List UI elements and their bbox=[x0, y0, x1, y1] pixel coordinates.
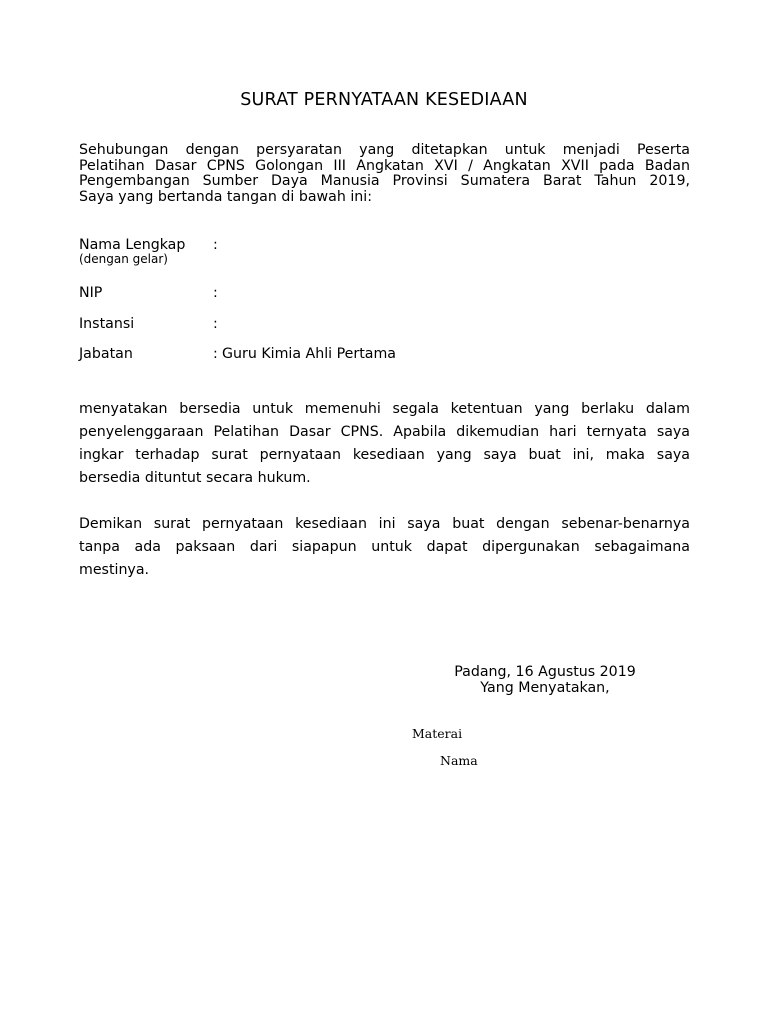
field-label-jabatan: Jabatan bbox=[79, 346, 133, 362]
field-label-nip: NIP bbox=[79, 285, 103, 301]
field-separator: : bbox=[213, 316, 218, 332]
signature-block bbox=[420, 665, 670, 696]
field-label-nama: Nama Lengkap bbox=[79, 237, 186, 253]
statement-line: penyelenggaraan Pelatihan Dasar CPNS. Apabila dikemudian hari ternyata saya bbox=[79, 424, 690, 440]
closing-paragraph bbox=[79, 513, 690, 582]
statement-line: menyatakan bersedia untuk memenuhi segala ketentuan yang berlaku dalam bbox=[79, 401, 690, 417]
field-value-jabatan: Guru Kimia Ahli Pertama bbox=[222, 346, 397, 362]
intro-line: Saya yang bertanda tangan di bawah ini: bbox=[79, 188, 372, 205]
closing-line: mestinya. bbox=[79, 562, 150, 578]
signature-role: Yang Menyatakan, bbox=[480, 679, 610, 696]
closing-line: Demikan surat pernyataan kesediaan ini saya buat dengan sebenar-benarnya bbox=[79, 516, 690, 532]
intro-line: Sehubungan dengan persyaratan yang ditetapkan untuk menjadi Peserta bbox=[79, 142, 690, 158]
signatory-name: Nama bbox=[440, 753, 478, 768]
intro-line: Pengembangan Sumber Daya Manusia Provinsi Sumatera Barat Tahun 2019, bbox=[79, 173, 690, 190]
statement-line: bersedia dituntut secara hukum. bbox=[79, 470, 311, 486]
statement-paragraph bbox=[79, 398, 690, 490]
field-sublabel-gelar: (dengan gelar) bbox=[79, 252, 168, 266]
statement-line: ingkar terhadap surat pernyataan kesediaan yang saya buat ini, maka saya bbox=[79, 447, 690, 463]
document-title: SURAT PERNYATAAN KESEDIAAN bbox=[240, 90, 528, 110]
signature-place-date: Padang, 16 Agustus 2019 bbox=[454, 664, 636, 680]
intro-paragraph bbox=[79, 143, 690, 205]
field-separator: : bbox=[213, 346, 218, 362]
intro-line: Pelatihan Dasar CPNS Golongan III Angkatan XVI / Angkatan XVII pada Badan bbox=[79, 157, 690, 174]
field-separator: : bbox=[213, 285, 218, 301]
field-label-instansi: Instansi bbox=[79, 316, 135, 332]
closing-line: tanpa ada paksaan dari siapapun untuk dapat dipergunakan sebagaimana bbox=[79, 539, 690, 555]
field-separator: : bbox=[213, 237, 218, 253]
materai-stamp-label: Materai bbox=[412, 726, 463, 741]
